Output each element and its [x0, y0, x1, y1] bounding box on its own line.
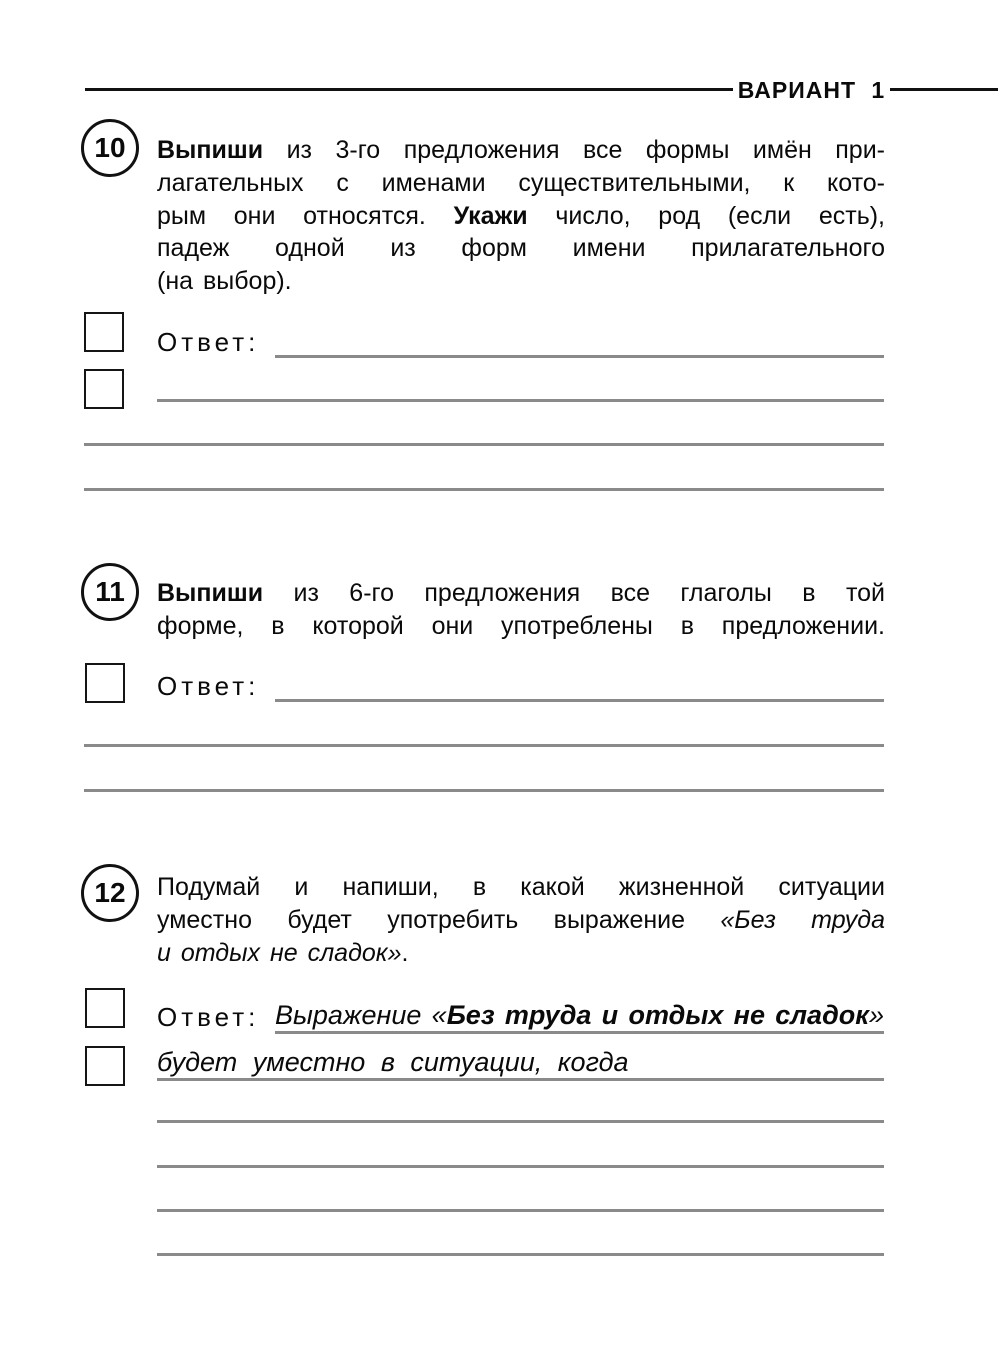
text-segment: Выпиши	[157, 579, 264, 607]
task-10-text	[157, 134, 885, 298]
text-segment: будет уместно в ситуации, когда	[157, 1047, 629, 1077]
text-segment: и отдых не сладок»	[157, 938, 402, 967]
task-text-line	[157, 904, 885, 937]
answer-line[interactable]	[84, 789, 884, 792]
header-rule-right	[890, 88, 998, 91]
text-segment: форме, в которой они употреблены в предложении.	[157, 611, 885, 640]
task-text-line	[157, 232, 885, 265]
score-box[interactable]	[85, 988, 125, 1028]
text-segment: .	[401, 938, 409, 967]
text-segment: (на выбор).	[157, 267, 292, 296]
answer-line[interactable]	[157, 1165, 884, 1168]
answer-line[interactable]	[84, 488, 884, 491]
text-segment: падеж одной из форм имени прилагательного	[157, 234, 885, 263]
text-segment: из 6-го предложения все глаголы в той	[263, 579, 885, 607]
task-number: 11	[95, 576, 125, 607]
text-segment: из 3-го предложения все формы имён при-	[263, 136, 885, 164]
answer-prefill-line[interactable]	[157, 1047, 884, 1081]
score-box[interactable]	[84, 312, 124, 352]
answer-label: Ответ:	[157, 1002, 260, 1032]
answer-line[interactable]	[157, 1209, 884, 1212]
answer-prefill-line[interactable]	[275, 1000, 884, 1034]
task-text-line	[157, 167, 885, 200]
text-segment: Укажи	[453, 201, 528, 230]
task-text-line	[157, 871, 885, 904]
answer-line[interactable]	[84, 443, 884, 446]
answer-line[interactable]	[157, 1120, 884, 1123]
task-number-badge	[81, 119, 139, 177]
answer-line[interactable]	[157, 399, 884, 402]
score-box[interactable]	[84, 369, 124, 409]
score-box[interactable]	[85, 1046, 125, 1086]
task-text-line	[157, 134, 885, 167]
task-11-text	[157, 577, 885, 643]
text-segment: Без труда и отдых не сладок	[446, 1000, 869, 1030]
text-segment: лагательных с именами существительными, к кото-	[157, 168, 885, 197]
task-text-line	[157, 577, 885, 610]
answer-label: Ответ:	[157, 327, 260, 357]
score-box[interactable]	[85, 663, 125, 703]
text-segment: Выпиши	[157, 136, 264, 164]
text-segment: рым они относятся.	[157, 201, 454, 230]
task-text-line	[157, 265, 885, 298]
answer-line[interactable]	[275, 699, 884, 702]
text-segment: Подумай и напиши, в какой жизненной ситуации	[157, 873, 885, 901]
task-text-line	[157, 937, 885, 970]
header-rule-left	[85, 88, 733, 91]
text-segment: число, род (если есть),	[527, 201, 885, 230]
answer-line[interactable]	[157, 1253, 884, 1256]
answer-line[interactable]	[84, 744, 884, 747]
task-12-text	[157, 871, 885, 969]
task-number-badge	[81, 864, 139, 922]
answer-label: Ответ:	[157, 671, 260, 701]
task-number-badge	[81, 563, 139, 621]
task-text-line	[157, 610, 885, 643]
text-segment: »	[868, 1000, 884, 1030]
variant-title: ВАРИАНТ 1	[737, 77, 886, 103]
text-segment: Выражение «	[275, 1000, 447, 1030]
text-segment: «Без труда	[720, 905, 885, 934]
task-number: 10	[94, 132, 126, 163]
text-segment: уместно будет употребить выражение	[157, 905, 721, 934]
answer-line[interactable]	[275, 355, 884, 358]
task-text-line	[157, 200, 885, 233]
task-number: 12	[94, 877, 126, 908]
